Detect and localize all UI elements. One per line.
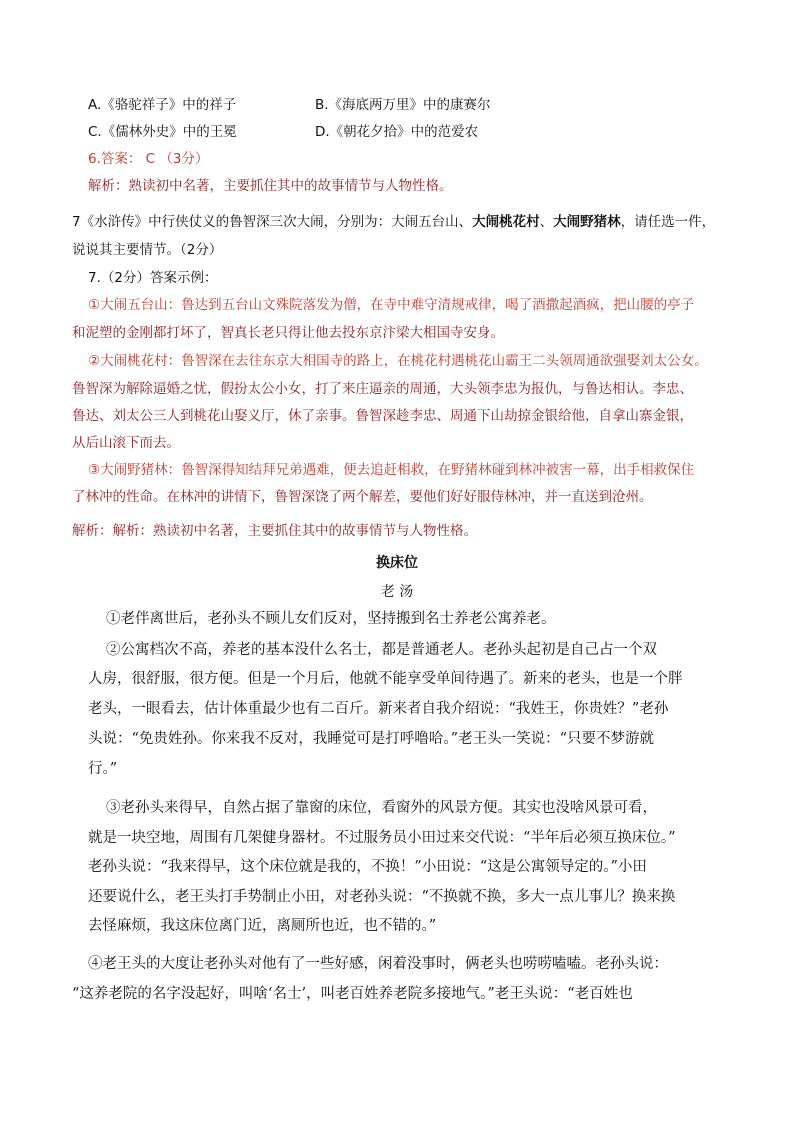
option-a: A.《骆驼祥子》中的祥子 xyxy=(88,97,237,113)
q6-answer: 6.答案： C （3分） xyxy=(88,151,209,167)
story-p2-line1: ②公寓档次不高，养老的基本没什么名士，都是普通老人。老孙头起初是自己占一个双 xyxy=(106,642,657,658)
story-p3-line4: 还要说什么，老王头打手势制止小田，对老孙头说：“不换就不换，多大一点儿事儿？换来换 xyxy=(88,889,676,905)
story-p3-line3: 老孙头说：“我来得早，这个床位就是我的，不换！”小田说：“这是公寓领导定的。”小田 xyxy=(88,859,647,875)
q7-stem-end: ，请任选一件， xyxy=(620,214,716,230)
q7-answer3-line1: ③大闹野猪林：鲁智深得知结拜兄弟遇难，便去追赶相救，在野猪林碰到林冲被害一幕，出手相救保住 xyxy=(88,462,695,478)
story-p2-line5: 行。” xyxy=(88,761,118,777)
option-b: B.《海底两万里》中的康赛尔 xyxy=(315,97,491,113)
q7-answer2-line2: 鲁智深为解除逼婚之忧，假扮太公小女，打了来庄逼亲的周通，大头领李忠为报仇，与鲁达相认。李忠、 xyxy=(72,381,693,397)
q7-stem-sep: 、 xyxy=(539,214,554,230)
q7-answer2-line3: 鲁达、刘太公三人到桃花山娶义厅，休了亲事。鲁智深趁李忠、周通下山劫掠金银给他，自拿山寨金银， xyxy=(72,408,693,424)
q7-stem-bold2: 大闹野猪林 xyxy=(553,214,621,230)
story-p2-line2: 人房，很舒服，很方便。但是一个月后，他就不能享受单间待遇了。新来的老头，也是一个胖 xyxy=(88,671,683,687)
story-p3-line5: 去怪麻烦，我这床位离门近，离厕所也近，也不错的。” xyxy=(88,918,437,934)
q7-answer2-line1: ②大闹桃花村：鲁智深在去往东京大相国寺的路上，在桃花村遇桃花山霸王二头领周通欲强娶刘太公女。 xyxy=(88,353,708,369)
q7-answer3-line2: 了林冲的性命。在林冲的讲情下，鲁智深饶了两个解差，要他们好好服侍林冲，并一直送到沧州。 xyxy=(72,489,653,505)
story-p2-line3: 老头，一眼看去，估计体重最少也有二百斤。新来者自我介绍说：“我姓王，你贵姓？”老孙 xyxy=(88,701,669,717)
q6-analysis: 解析：熟读初中名著，主要抓住其中的故事情节与人物性格。 xyxy=(88,178,453,194)
q7-answer1-line2: 和泥塑的金刚都打坏了，智真长老只得让他去投东京汴梁大相国寺安身。 xyxy=(72,325,504,341)
q7-answer2-line4: 从后山滚下而去。 xyxy=(72,435,180,451)
q7-answer-head: 7.（2分）答案示例： xyxy=(88,270,218,286)
story-p3-line2: 就是一块空地，周围有几架健身器材。不过服务员小田过来交代说：“半年后必须互换床位。” xyxy=(88,830,676,846)
story-p4-line1: ④老王头的大度让老孙头对他有了一些好感，闲着没事时，俩老头也唠唠嗑嗑。老孙头说： xyxy=(88,956,668,972)
story-paragraph-1: ①老伴离世后，老孙头不顾儿女们反对，坚持搬到名士养老公寓养老。 xyxy=(106,611,556,627)
story-p4-line2: “这养老院的名字没起好，叫啥‘名士’，叫老百姓养老院多接地气。”老王头说：“老百姓也 xyxy=(72,986,633,1002)
story-p2-line4: 头说：“免贵姓孙。你来我不反对，我睡觉可是打呼噜哈。”老王头一笑说：“只要不梦游就 xyxy=(88,731,654,747)
story-title: 换床位 xyxy=(376,555,418,571)
q7-stem-line2: 说说其主要情节。（2分） xyxy=(72,242,223,258)
q7-stem-bold1: 大闹桃花村 xyxy=(472,214,540,230)
q7-stem-line1 xyxy=(72,212,715,232)
q7-analysis: 解析：解析：熟读初中名著，主要抓住其中的故事情节与人物性格。 xyxy=(72,523,477,539)
option-d: D.《朝花夕拾》中的范爱农 xyxy=(315,124,479,140)
q7-stem-start: 7《水浒传》中行侠仗义的鲁智深三次大闹，分别为：大闹五台山、 xyxy=(72,214,473,230)
option-c: C.《儒林外史》中的王冕 xyxy=(88,124,237,140)
story-author: 老 汤 xyxy=(380,584,414,600)
story-p3-line1: ③老孙头来得早，自然占据了靠窗的床位，看窗外的风景方便。其实也没啥风景可看， xyxy=(106,800,657,816)
q7-answer1-line1: ①大闹五台山：鲁达到五台山文殊院落发为僧，在寺中难守清规戒律，喝了酒撒起酒疯，把山腰的亭子 xyxy=(88,297,695,313)
